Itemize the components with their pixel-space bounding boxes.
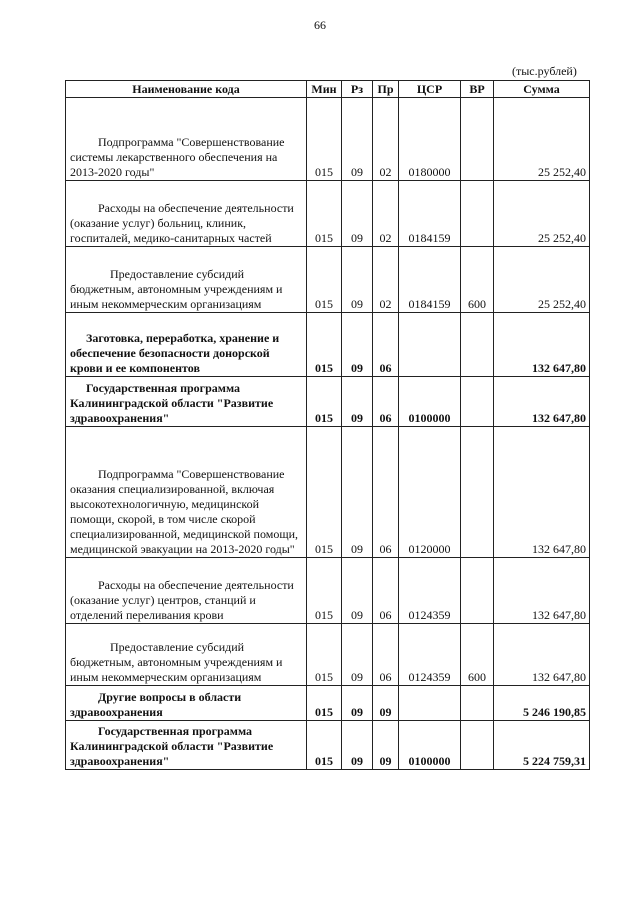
col-header-vr: ВР [461,81,494,98]
row-vr [461,686,494,721]
row-pr: 02 [373,181,399,247]
row-csr: 0184159 [399,247,461,313]
row-name: Предоставление субсидий бюджетным, автономным учреждениям и иным некоммерческим организациям [66,247,307,313]
row-min: 015 [307,721,342,770]
row-sum: 132 647,80 [494,624,590,686]
row-sum: 132 647,80 [494,558,590,624]
row-name: Подпрограмма "Совершенствование системы лекарственного обеспечения на 2013-2020 годы" [66,98,307,181]
col-header-min: Мин [307,81,342,98]
row-pr: 06 [373,624,399,686]
row-csr [399,686,461,721]
col-header-sum: Сумма [494,81,590,98]
row-sum: 132 647,80 [494,427,590,558]
row-min: 015 [307,313,342,377]
row-pr: 06 [373,377,399,427]
col-header-rz: Рз [342,81,373,98]
row-vr [461,427,494,558]
row-pr: 06 [373,558,399,624]
table-row [66,624,590,686]
table-row [66,686,590,721]
row-sum: 5 246 190,85 [494,686,590,721]
row-rz: 09 [342,181,373,247]
row-rz: 09 [342,686,373,721]
row-pr: 02 [373,98,399,181]
row-sum: 132 647,80 [494,377,590,427]
row-vr [461,313,494,377]
row-pr: 02 [373,247,399,313]
row-vr [461,377,494,427]
row-csr: 0100000 [399,721,461,770]
row-pr: 06 [373,427,399,558]
row-csr: 0184159 [399,181,461,247]
row-sum: 25 252,40 [494,247,590,313]
table-row [66,313,590,377]
row-csr [399,313,461,377]
table-row [66,247,590,313]
row-csr: 0124359 [399,624,461,686]
row-rz: 09 [342,427,373,558]
row-sum: 132 647,80 [494,313,590,377]
row-csr: 0124359 [399,558,461,624]
table-row [66,377,590,427]
row-name: Подпрограмма "Совершенствование оказания специализированной, включая высокотехнологичную, медицинской помощи, скорой, в том числе скорой специализированной, медицинской помощи, медицинской эвакуации на 2013-2020 годы" [66,427,307,558]
table-row [66,558,590,624]
row-sum: 25 252,40 [494,98,590,181]
row-csr: 0180000 [399,98,461,181]
row-vr: 600 [461,247,494,313]
row-rz: 09 [342,98,373,181]
row-rz: 09 [342,377,373,427]
row-min: 015 [307,686,342,721]
row-name: Расходы на обеспечение деятельности (оказание услуг) больниц, клиник, госпиталей, медико-санитарных частей [66,181,307,247]
row-pr: 09 [373,721,399,770]
page-number: 66 [314,18,326,32]
row-sum: 5 224 759,31 [494,721,590,770]
row-name: Другие вопросы в области здравоохранения [66,686,307,721]
row-name: Расходы на обеспечение деятельности (оказание услуг) центров, станций и отделений переливания крови [66,558,307,624]
col-header-name: Наименование кода [66,81,307,98]
row-rz: 09 [342,624,373,686]
row-pr: 09 [373,686,399,721]
row-sum: 25 252,40 [494,181,590,247]
table-row [66,427,590,558]
col-header-pr: Пр [373,81,399,98]
row-vr [461,181,494,247]
row-name: Государственная программа Калининградской области "Развитие здравоохранения" [66,377,307,427]
row-min: 015 [307,558,342,624]
row-name: Предоставление субсидий бюджетным, автономным учреждениям и иным некоммерческим организациям [66,624,307,686]
row-csr: 0100000 [399,377,461,427]
budget-table [65,80,590,770]
row-name: Государственная программа Калининградской области "Развитие здравоохранения" [66,721,307,770]
row-name: Заготовка, переработка, хранение и обеспечение безопасности донорской крови и ее компонентов [66,313,307,377]
row-rz: 09 [342,247,373,313]
row-rz: 09 [342,721,373,770]
row-vr [461,98,494,181]
row-rz: 09 [342,558,373,624]
row-csr: 0120000 [399,427,461,558]
row-min: 015 [307,181,342,247]
table-row [66,181,590,247]
row-min: 015 [307,247,342,313]
row-min: 015 [307,624,342,686]
row-min: 015 [307,427,342,558]
row-vr [461,721,494,770]
row-rz: 09 [342,313,373,377]
units-note: (тыс.рублей) [512,64,577,78]
row-min: 015 [307,377,342,427]
table-row [66,98,590,181]
row-pr: 06 [373,313,399,377]
table-row [66,721,590,770]
col-header-csr: ЦСР [399,81,461,98]
table-header-row [66,81,590,98]
row-vr [461,558,494,624]
row-min: 015 [307,98,342,181]
row-vr: 600 [461,624,494,686]
